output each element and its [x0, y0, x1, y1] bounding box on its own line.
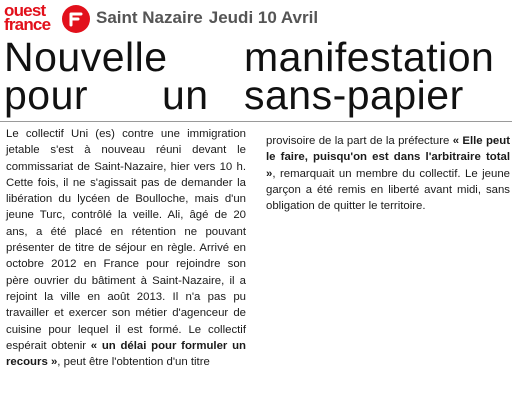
- headline-word-manifestation: manifestation: [244, 34, 495, 80]
- article-right-head: provisoire de la part de la préfecture: [266, 135, 453, 147]
- headline-word-sans-papier: sans-papier: [244, 72, 464, 118]
- article-right-quote: « Elle peut le faire, puisqu'on est dans l'arbitraire total »: [266, 135, 510, 180]
- logo-text-france: france: [4, 15, 51, 34]
- headline-words-pour-un: pour un: [4, 72, 209, 118]
- article-left-tail: , peut être l'obtention d'un titre: [57, 356, 210, 369]
- headline-row-2: [4, 72, 474, 118]
- headline-word-nouvelle: Nouvelle: [4, 34, 168, 80]
- article-left-quote: « un délai pour formuler un recours »: [6, 339, 246, 369]
- article-left-text: Le collectif Uni (es) contre une immigration jetable s'est à nouveau réuni devant le commissariat de Saint-Nazaire, hier vers 10 h. Cette fois, il ne s'agissait pas de demander la libération du lycéen de Boulloche, mais d'un jeune Turc, contrôlé la veille. Ali, âgé de 20 ans, a été placé en rétention ne pouvant présenter de titre de séjour en règle. Arrivé en octobre 2012 en France pour rejoindre son père ouvrier du bâtiment à Saint-Nazaire, il a rejoint la ville en août 2013. Il n'a pas pu travailler et exercer son métier d'agenceur de cuisine pour lequel il est formé. Le collectif espérait obtenir: [6, 128, 246, 352]
- article-right-text: , remarquait un membre du collectif. Le jeune garçon a été remis en liberté avant midi, sans obligation de quitter le territoire.: [266, 167, 510, 213]
- article-column-right: [266, 133, 510, 214]
- masthead: [0, 0, 512, 34]
- article-headline: [4, 34, 495, 118]
- headline-divider: [0, 121, 512, 122]
- edition-line: [96, 8, 324, 28]
- article-column-left: [6, 126, 246, 370]
- edition-city: Saint Nazaire: [96, 8, 203, 27]
- logo-text-ouest: ouest: [4, 1, 46, 20]
- headline-row-1: [4, 34, 495, 80]
- edition-date: Jeudi 10 Avril: [208, 8, 319, 27]
- logo-emblem-icon: [62, 5, 90, 33]
- ouest-france-logo: [4, 2, 92, 34]
